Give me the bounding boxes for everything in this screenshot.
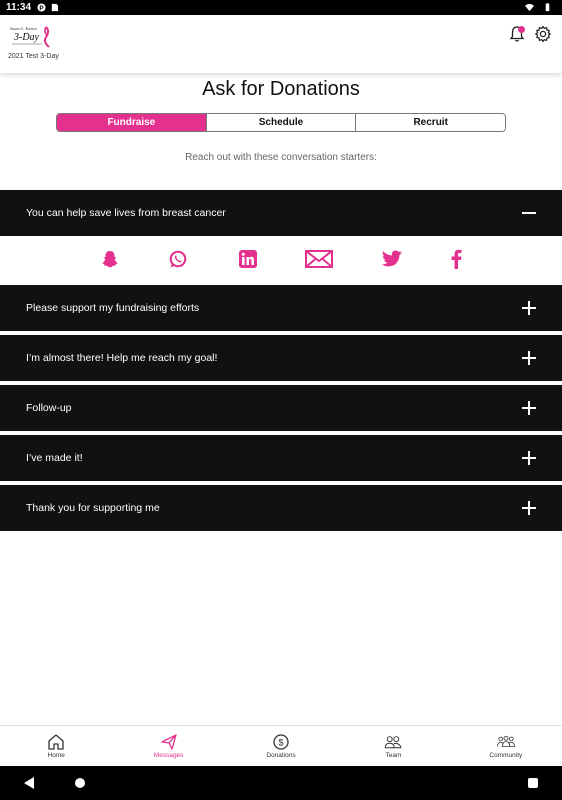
accordion-label: Thank you for supporting me [26, 502, 160, 514]
wifi-icon [525, 3, 534, 12]
nav-donations[interactable] [225, 726, 337, 766]
snapchat-icon[interactable] [99, 247, 121, 271]
accordion-label: I’m almost there! Help me reach my goal! [26, 352, 218, 364]
nav-team[interactable] [337, 726, 449, 766]
accordion-label: You can help save lives from breast cancer [26, 207, 226, 219]
nav-label: Community [489, 752, 523, 759]
tab-recruit[interactable]: Recruit [356, 114, 505, 131]
collapse-minus-icon[interactable] [522, 206, 536, 220]
accordion-header-save-lives[interactable] [0, 190, 562, 236]
nav-label: Donations [266, 752, 296, 759]
twitter-icon[interactable] [380, 247, 404, 271]
app-header [0, 15, 562, 73]
expand-plus-icon[interactable] [522, 351, 536, 365]
battery-icon [543, 3, 552, 12]
event-name: 2021 Test 3-Day [8, 53, 59, 60]
accordion-header-follow-up[interactable] [0, 385, 562, 431]
expand-plus-icon[interactable] [522, 301, 536, 315]
nav-messages[interactable] [112, 726, 224, 766]
app-notification-icon [37, 3, 46, 12]
page-subtitle: Reach out with these conversation starters: [185, 152, 377, 163]
settings-gear-icon[interactable] [534, 25, 552, 43]
system-recents-icon[interactable] [528, 778, 538, 788]
dollar-icon [272, 733, 290, 751]
status-bar [0, 0, 562, 15]
svg-text:P: P [39, 4, 44, 12]
accordion-header-thank-you[interactable] [0, 485, 562, 531]
sim-card-icon [50, 3, 59, 12]
expand-plus-icon[interactable] [522, 501, 536, 515]
tab-fundraise[interactable]: Fundraise [57, 114, 207, 131]
nav-label: Messages [153, 752, 184, 759]
system-navigation-bar [0, 766, 562, 800]
home-icon [47, 733, 65, 751]
whatsapp-icon[interactable] [167, 247, 189, 271]
accordion-header-support-fundraising[interactable] [0, 285, 562, 331]
nav-home[interactable] [0, 726, 112, 766]
svg-text:$: $ [278, 737, 284, 748]
segmented-tabs [56, 113, 506, 132]
accordion-label: Follow-up [26, 402, 72, 414]
community-icon [497, 733, 515, 751]
linkedin-icon[interactable] [237, 247, 259, 271]
facebook-icon[interactable] [447, 247, 465, 271]
system-back-icon[interactable] [24, 777, 34, 789]
system-home-icon[interactable] [75, 778, 85, 788]
notification-badge [518, 26, 525, 33]
nav-label: Team [385, 752, 402, 759]
share-icons-row [0, 237, 562, 283]
svg-text:Susan G. Komen: Susan G. Komen [10, 26, 37, 31]
email-icon[interactable] [304, 247, 334, 271]
nav-community[interactable] [450, 726, 562, 766]
accordion-label: Please support my fundraising efforts [26, 302, 200, 314]
page-title: Ask for Donations [202, 78, 360, 100]
tab-schedule[interactable]: Schedule [207, 114, 357, 131]
bottom-navigation [0, 725, 562, 766]
expand-plus-icon[interactable] [522, 451, 536, 465]
accordion-label: I’ve made it! [26, 452, 83, 464]
komen-3day-logo [8, 23, 58, 49]
accordion-header-almost-there[interactable] [0, 335, 562, 381]
expand-plus-icon[interactable] [522, 401, 536, 415]
accordion-header-made-it[interactable] [0, 435, 562, 481]
send-icon [160, 733, 178, 751]
svg-text:3-Day: 3-Day [14, 32, 39, 43]
status-time: 11:34 [6, 2, 32, 13]
team-icon [384, 733, 402, 751]
nav-label: Home [47, 752, 65, 759]
